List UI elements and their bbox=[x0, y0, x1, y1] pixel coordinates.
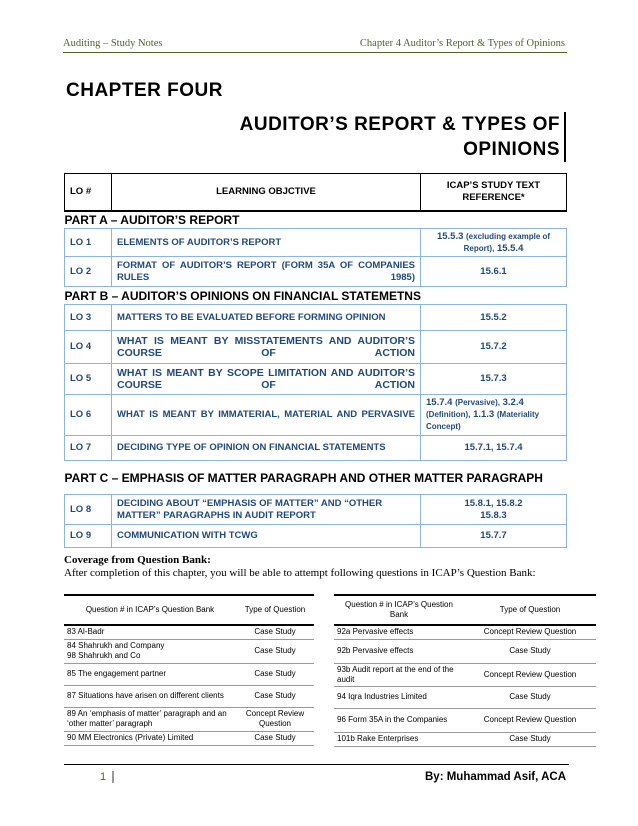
coverage-section bbox=[64, 554, 569, 580]
question-type: Case Study bbox=[236, 625, 314, 639]
table-row bbox=[334, 686, 596, 708]
lo-reference bbox=[421, 229, 567, 257]
table-row bbox=[334, 639, 596, 663]
table-row bbox=[65, 305, 567, 331]
lo-objective: ELEMENTS OF AUDITOR’S REPORT bbox=[112, 229, 421, 257]
title-line-1: AUDITOR’S REPORT & TYPES OF bbox=[239, 114, 560, 135]
ref-note: (Pervasive), bbox=[455, 398, 500, 407]
question-line: 98 Shahrukh and Co bbox=[67, 651, 141, 660]
lo-number: LO 8 bbox=[65, 495, 112, 525]
lo-reference: 15.6.1 bbox=[421, 257, 567, 287]
table-row bbox=[334, 708, 596, 732]
question-table-header bbox=[334, 595, 596, 625]
type-col-header: Type of Question bbox=[236, 595, 314, 625]
lo-reference bbox=[421, 395, 567, 436]
question-name bbox=[64, 639, 236, 663]
question-name: 85 The engagement partner bbox=[64, 663, 236, 685]
lo-reference: 15.7.3 bbox=[421, 364, 567, 395]
table-row bbox=[334, 625, 596, 639]
lo-objective: DECIDING TYPE OF OPINION ON FINANCIAL STATEMENTS bbox=[112, 436, 421, 461]
title-line-2: OPINIONS bbox=[463, 139, 560, 160]
table-row bbox=[65, 436, 567, 461]
lo-reference: 15.7.7 bbox=[421, 525, 567, 548]
lo-objective: WHAT IS MEANT BY IMMATERIAL, MATERIAL AND PERVASIVE bbox=[112, 395, 421, 436]
page-number: 1 bbox=[100, 771, 114, 783]
footer-author: By: Muhammad Asif, ACA bbox=[425, 771, 566, 783]
learning-objectives-table bbox=[64, 173, 567, 548]
lo-number: LO 2 bbox=[65, 257, 112, 287]
lo-objective: WHAT IS MEANT BY SCOPE LIMITATION AND AUDITOR’S COURSE OF ACTION bbox=[112, 364, 421, 395]
question-name: 83 Al-Badr bbox=[64, 625, 236, 639]
header-left: Auditing – Study Notes bbox=[63, 38, 163, 49]
ref-col-header: ICAP’S STUDY TEXT REFERENCE* bbox=[421, 174, 567, 211]
ref-line: 15.8.1, 15.8.2 bbox=[464, 497, 523, 509]
table-row bbox=[64, 639, 314, 663]
lo-reference: 15.5.2 bbox=[421, 305, 567, 331]
part-c-row bbox=[65, 461, 567, 495]
table-row bbox=[334, 732, 596, 746]
question-table-left bbox=[64, 594, 314, 746]
lo-number: LO 4 bbox=[65, 331, 112, 364]
ref-main: 1.1.3 bbox=[473, 409, 495, 420]
question-type: Concept Review Question bbox=[464, 625, 596, 639]
question-col-header: Question # in ICAP’s Question Bank bbox=[64, 595, 236, 625]
question-table-header bbox=[64, 595, 314, 625]
part-c-heading: PART C – EMPHASIS OF MATTER PARAGRAPH AND OTHER MATTER PARAGRAPH bbox=[64, 471, 543, 485]
question-type: Case Study bbox=[464, 686, 596, 708]
question-line: 84 Shahrukh and Company bbox=[67, 641, 165, 650]
table-row bbox=[65, 495, 567, 525]
question-type: Concept Review Question bbox=[464, 708, 596, 732]
question-name: 87 Situations have arisen on different clients bbox=[64, 685, 236, 707]
header-right: Chapter 4 Auditor’s Report & Types of Opinions bbox=[359, 38, 565, 49]
table-row bbox=[65, 395, 567, 436]
ref-line: 15.8.3 bbox=[480, 509, 507, 521]
table-row bbox=[65, 229, 567, 257]
ref-note: (Materiality Concept) bbox=[426, 410, 540, 431]
lo-objective: COMMUNICATION WITH TCWG bbox=[112, 525, 421, 548]
question-name: 89 An ‘emphasis of matter’ paragraph and an ‘other matter’ paragraph bbox=[64, 707, 236, 731]
lo-number: LO 1 bbox=[65, 229, 112, 257]
table-row bbox=[64, 731, 314, 745]
type-col-header: Type of Question bbox=[464, 595, 596, 625]
table-row bbox=[64, 625, 314, 639]
lo-number: LO 7 bbox=[65, 436, 112, 461]
lo-reference: 15.7.2 bbox=[421, 331, 567, 364]
footer-divider bbox=[64, 764, 569, 765]
lo-number: LO 3 bbox=[65, 305, 112, 331]
table-row bbox=[65, 257, 567, 287]
table-row bbox=[64, 663, 314, 685]
ref-main: 15.5.3 bbox=[436, 230, 464, 242]
lo-reference bbox=[421, 495, 567, 525]
ref-main: 15.5.4 bbox=[496, 242, 524, 254]
question-name: 92b Pervasive effects bbox=[334, 639, 464, 663]
ref-main: 15.7.4 bbox=[426, 397, 453, 408]
coverage-title: Coverage from Question Bank: bbox=[64, 554, 211, 566]
question-name: 94 Iqra Industries Limited bbox=[334, 686, 464, 708]
question-name: 90 MM Electronics (Private) Limited bbox=[64, 731, 236, 745]
lo-number: LO 5 bbox=[65, 364, 112, 395]
lo-objective: DECIDING ABOUT “EMPHASIS OF MATTER” AND “OTHER MATTER” PARAGRAPHS IN AUDIT REPORT bbox=[112, 495, 421, 525]
part-a-row bbox=[65, 211, 567, 229]
part-a-heading: PART A – AUDITOR’S REPORT bbox=[64, 213, 240, 228]
question-col-header: Question # in ICAP’s Question Bank bbox=[334, 595, 464, 625]
question-type: Case Study bbox=[236, 663, 314, 685]
page-header bbox=[63, 36, 567, 53]
question-type: Concept Review Question bbox=[236, 707, 314, 731]
table-row bbox=[65, 331, 567, 364]
lo-objective: FORMAT OF AUDITOR’S REPORT (FORM 35A OF COMPANIES RULES 1985) bbox=[112, 257, 421, 287]
lo-col-header: LO # bbox=[65, 174, 112, 211]
table-row bbox=[64, 685, 314, 707]
lo-reference: 15.7.1, 15.7.4 bbox=[421, 436, 567, 461]
table-row bbox=[65, 364, 567, 395]
question-type: Case Study bbox=[464, 639, 596, 663]
chapter-heading: CHAPTER FOUR bbox=[66, 80, 223, 101]
part-b-heading: PART B – AUDITOR’S OPINIONS ON FINANCIAL STATEMETNS bbox=[64, 289, 421, 303]
question-type: Case Study bbox=[236, 731, 314, 745]
question-table-right bbox=[334, 594, 596, 747]
table-row bbox=[64, 707, 314, 731]
lo-table-header bbox=[65, 174, 567, 211]
table-row bbox=[65, 525, 567, 548]
question-name: 101b Rake Enterprises bbox=[334, 732, 464, 746]
question-name: 92a Pervasive effects bbox=[334, 625, 464, 639]
question-type: Case Study bbox=[464, 732, 596, 746]
lo-number: LO 9 bbox=[65, 525, 112, 548]
ref-note: (excluding example of Report), bbox=[463, 231, 551, 253]
part-b-row bbox=[65, 287, 567, 305]
lo-objective: WHAT IS MEANT BY MISSTATEMENTS AND AUDITOR’S COURSE OF ACTION bbox=[112, 331, 421, 364]
chapter-title bbox=[100, 112, 566, 162]
lo-number: LO 6 bbox=[65, 395, 112, 436]
question-type: Concept Review Question bbox=[464, 663, 596, 686]
ref-note: (Definition), bbox=[426, 410, 471, 419]
ref-main: 3.2.4 bbox=[502, 397, 524, 408]
objective-col-header: LEARNING OBJCTIVE bbox=[112, 174, 421, 211]
question-name: 96 Form 35A in the Companies bbox=[334, 708, 464, 732]
question-name: 93b Audit report at the end of the audit bbox=[334, 663, 464, 686]
coverage-text: After completion of this chapter, you will be able to attempt following questions in ICAP’s Question Bank: bbox=[64, 567, 536, 579]
lo-objective: MATTERS TO BE EVALUATED BEFORE FORMING OPINION bbox=[112, 305, 421, 331]
question-type: Case Study bbox=[236, 685, 314, 707]
table-row bbox=[334, 663, 596, 686]
question-type: Case Study bbox=[236, 639, 314, 663]
